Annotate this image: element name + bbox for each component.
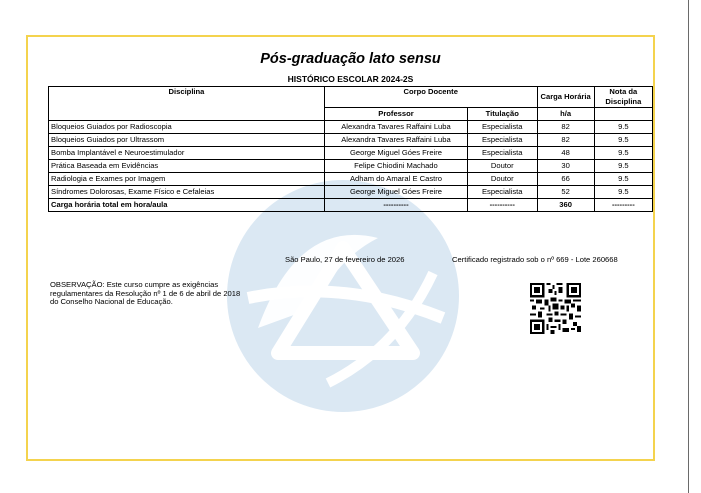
cell-titulacao: Especialista [468,134,537,147]
total-carga: 360 [537,199,594,212]
cell-titulacao: Especialista [468,186,537,199]
cell-disciplina: Prática Baseada em Evidências [49,160,325,173]
cell-disciplina: Bloqueios Guiados por Ultrassom [49,134,325,147]
total-titulacao: ---------- [468,199,537,212]
total-label: Carga horária total em hora/aula [49,199,325,212]
certificate-registration: Certificado registrado sob o nº 669 - Lote 260668 [452,255,618,264]
cell-professor: Adham do Amaral E Castro [324,173,467,186]
cell-titulacao: Especialista [468,121,537,134]
cell-nota: 9.5 [594,160,652,173]
cell-disciplina: Radiologia e Exames por Imagem [49,173,325,186]
cell-carga: 66 [537,173,594,186]
header-disciplina: Disciplina [49,87,325,121]
qr-code-icon [530,283,581,334]
header-carga-horaria: Carga Horária [537,87,594,108]
cell-carga: 82 [537,121,594,134]
total-professor: ---------- [324,199,467,212]
document-title: Pós-graduação lato sensu [260,51,441,67]
table-total-row [49,199,653,212]
header-nota: Nota da Disciplina [594,87,652,108]
table-row [49,173,653,186]
cell-disciplina: Síndromes Dolorosas, Exame Físico e Cefaleias [49,186,325,199]
cell-disciplina: Bomba Implantável e Neuroestimulador [49,147,325,160]
place-date: São Paulo, 27 de fevereiro de 2026 [285,255,405,264]
cell-carga: 82 [537,134,594,147]
cell-professor: Alexandra Tavares Raffaini Luba [324,134,467,147]
table-row [49,186,653,199]
cell-carga: 52 [537,186,594,199]
cell-professor: George Miguel Góes Freire [324,186,467,199]
cell-nota: 9.5 [594,134,652,147]
table-header-row [49,87,653,108]
table-row [49,121,653,134]
header-carga-unit: h/a [537,108,594,121]
cell-nota: 9.5 [594,121,652,134]
cell-disciplina: Bloqueios Guiados por Radioscopia [49,121,325,134]
cell-professor: Felipe Chiodini Machado [324,160,467,173]
grades-table [48,86,653,212]
header-titulacao: Titulação [468,108,537,121]
cell-titulacao: Doutor [468,160,537,173]
cell-carga: 48 [537,147,594,160]
header-professor: Professor [324,108,467,121]
document-subtitle: HISTÓRICO ESCOLAR 2024-2S [287,74,414,84]
cell-titulacao: Especialista [468,147,537,160]
header-nota-empty [594,108,652,121]
table-row [49,134,653,147]
table-row [49,160,653,173]
table-row [49,147,653,160]
cell-professor: Alexandra Tavares Raffaini Luba [324,121,467,134]
total-nota: --------- [594,199,652,212]
observation-note: OBSERVAÇÃO: Este curso cumpre as exigências regulamentares da Resolução nº 1 de 6 de abril de 2018 do Conselho Nacional de Educação. [50,280,241,307]
cell-nota: 9.5 [594,147,652,160]
cell-nota: 9.5 [594,173,652,186]
cell-nota: 9.5 [594,186,652,199]
header-corpo-docente: Corpo Docente [324,87,537,108]
cell-titulacao: Doutor [468,173,537,186]
cell-professor: George Miguel Góes Freire [324,147,467,160]
cell-carga: 30 [537,160,594,173]
